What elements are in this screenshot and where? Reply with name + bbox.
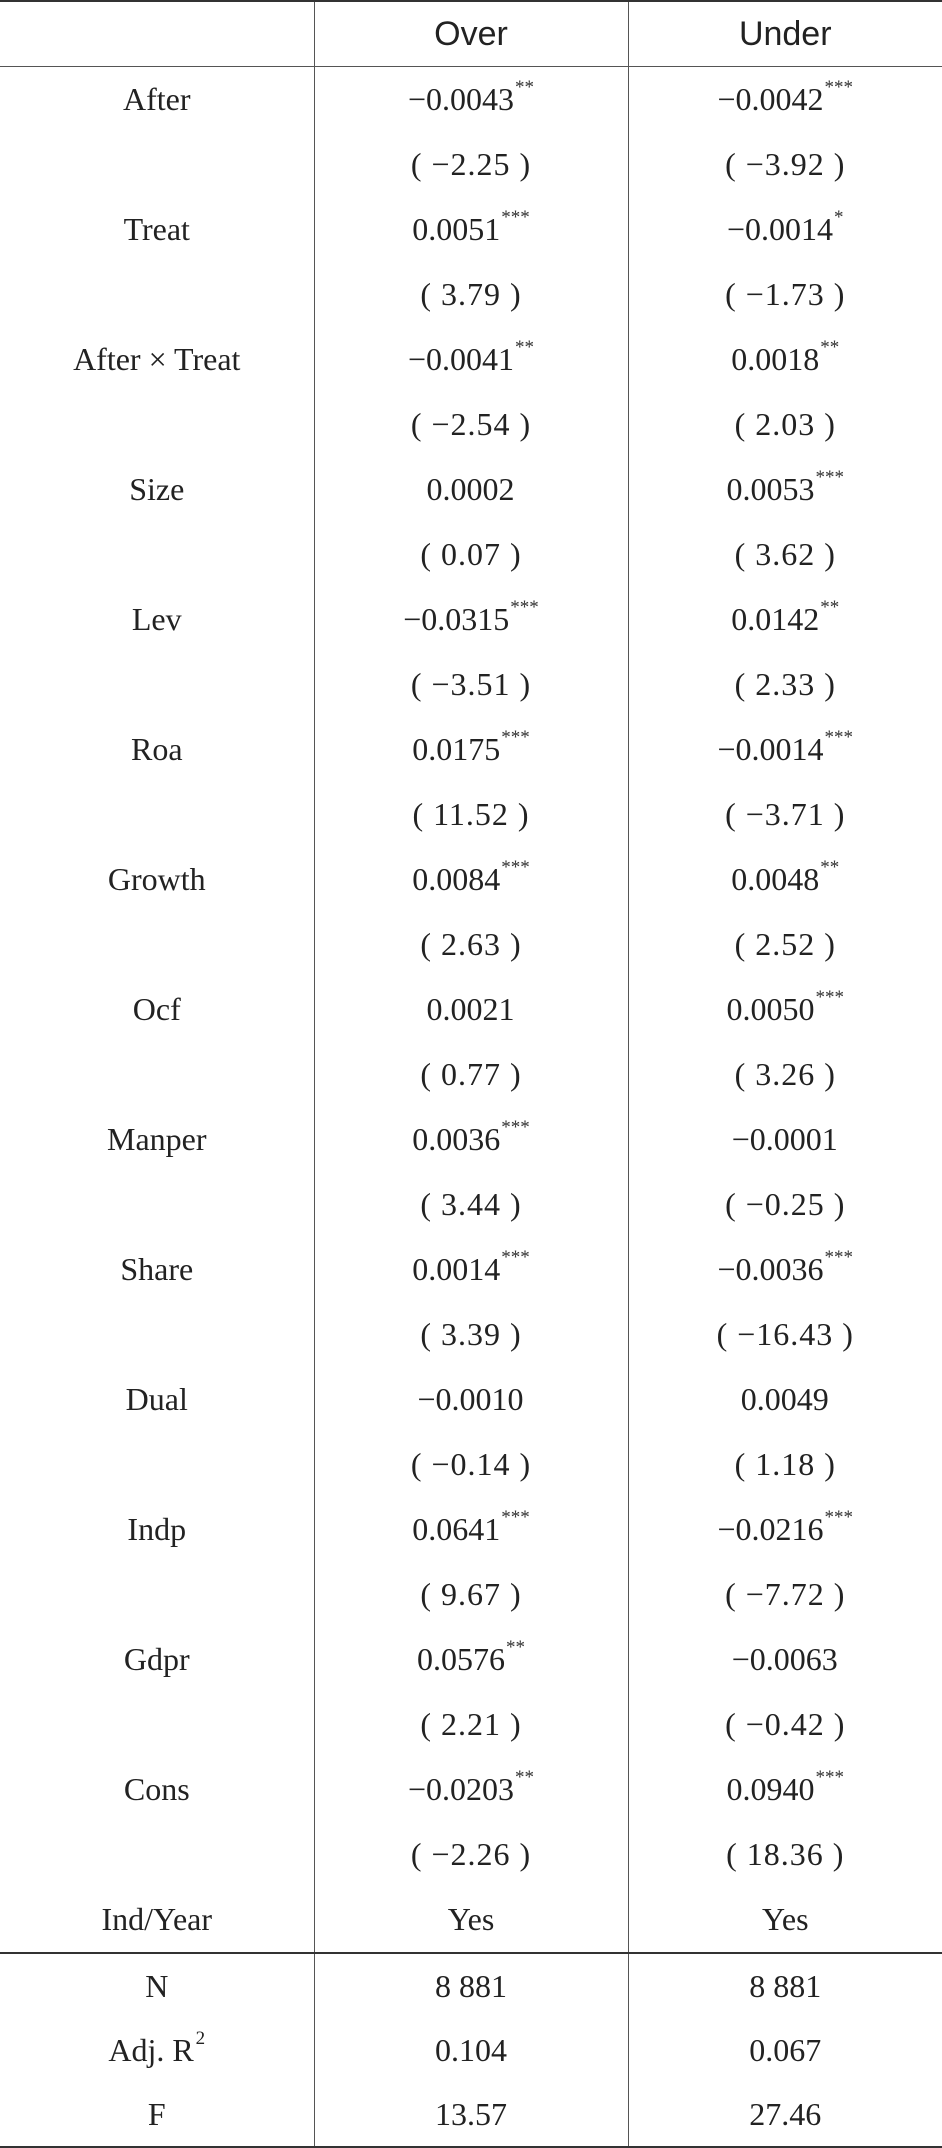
f-label: F [0, 2082, 314, 2147]
t-stat-label-blank [0, 1042, 314, 1107]
over-significance-stars: *** [501, 207, 530, 228]
under-t-stat: ( −16.43 ) [628, 1302, 942, 1367]
under-coefficient: −0.0001 [628, 1107, 942, 1172]
header-blank [0, 1, 314, 67]
over-t-stat: ( 3.44 ) [314, 1172, 628, 1237]
under-t-stat: ( 2.33 ) [628, 652, 942, 717]
over-coefficient: 0.0014*** [314, 1237, 628, 1302]
n-under: 8 881 [628, 1953, 942, 2018]
under-coefficient: −0.0036*** [628, 1237, 942, 1302]
t-stat-label-blank [0, 1822, 314, 1887]
under-t-stat: ( 3.26 ) [628, 1042, 942, 1107]
over-coefficient: 0.0002 [314, 457, 628, 522]
variable-label: Ocf [132, 991, 181, 1027]
n-over: 8 881 [314, 1953, 628, 2018]
adj-r2-row [0, 2018, 942, 2082]
coefficient-row [0, 1107, 942, 1172]
adj-r2-under: 0.067 [628, 2018, 942, 2082]
under-significance-stars: *** [824, 1247, 854, 1268]
t-stat-row [0, 1822, 942, 1887]
coefficient-row [0, 1757, 942, 1822]
under-t-stat: ( 18.36 ) [628, 1822, 942, 1887]
over-significance-stars: *** [501, 1247, 530, 1268]
under-coefficient: 0.0048** [628, 847, 942, 912]
t-stat-label-blank [0, 392, 314, 457]
under-coefficient: −0.0063 [628, 1627, 942, 1692]
over-significance-stars: *** [501, 727, 530, 748]
coefficient-row [0, 327, 942, 392]
over-coefficient: −0.0203** [314, 1757, 628, 1822]
t-stat-label-blank [0, 912, 314, 977]
under-t-stat: ( −1.73 ) [628, 262, 942, 327]
under-significance-stars: *** [815, 467, 844, 488]
over-coefficient: 0.0051*** [314, 197, 628, 262]
variable-label: Dual [125, 1381, 188, 1417]
f-row [0, 2082, 942, 2147]
over-significance-stars: ** [515, 337, 535, 358]
variable-label: Share [120, 1251, 194, 1287]
ind-year-row [0, 1887, 942, 1953]
under-t-stat: ( −3.92 ) [628, 132, 942, 197]
f-over: 13.57 [314, 2082, 628, 2147]
coefficient-row [0, 1367, 942, 1432]
variable-label: Manper [106, 1121, 207, 1157]
over-significance-stars: ** [515, 77, 535, 98]
variable-label: Gdpr [123, 1641, 190, 1677]
under-t-stat: ( 2.03 ) [628, 392, 942, 457]
over-t-stat: ( −0.14 ) [314, 1432, 628, 1497]
under-significance-stars: ** [820, 857, 840, 878]
under-t-stat: ( 1.18 ) [628, 1432, 942, 1497]
over-t-stat: ( −3.51 ) [314, 652, 628, 717]
t-stat-row [0, 1432, 942, 1497]
under-coefficient: 0.0018** [628, 327, 942, 392]
coefficient-row [0, 587, 942, 652]
over-t-stat: ( 9.67 ) [314, 1562, 628, 1627]
under-significance-stars: ** [820, 337, 840, 358]
header-row [0, 1, 942, 67]
variable-label: Lev [131, 601, 182, 637]
adj-r2-over: 0.104 [314, 2018, 628, 2082]
under-coefficient: 0.0050*** [628, 977, 942, 1042]
over-t-stat: ( −2.25 ) [314, 132, 628, 197]
coefficient-row [0, 717, 942, 782]
variable-label: Cons [123, 1771, 190, 1807]
over-t-stat: ( 3.39 ) [314, 1302, 628, 1367]
variable-label: Size [129, 471, 185, 507]
coefficient-row [0, 197, 942, 262]
under-significance-stars: *** [815, 1767, 844, 1788]
t-stat-row [0, 1562, 942, 1627]
header-under: Under [628, 1, 942, 67]
t-stat-label-blank [0, 1692, 314, 1757]
over-significance-stars: *** [510, 597, 539, 618]
t-stat-label-blank [0, 782, 314, 847]
t-stat-row [0, 912, 942, 977]
coefficient-row [0, 1627, 942, 1692]
f-under: 27.46 [628, 2082, 942, 2147]
t-stat-row [0, 1042, 942, 1107]
under-significance-stars: *** [824, 727, 854, 748]
t-stat-row [0, 782, 942, 847]
under-t-stat: ( −3.71 ) [628, 782, 942, 847]
t-stat-row [0, 1692, 942, 1757]
variable-label: Treat [123, 211, 190, 247]
t-stat-row [0, 1172, 942, 1237]
over-coefficient: −0.0043** [314, 67, 628, 133]
t-stat-label-blank [0, 522, 314, 587]
over-coefficient: 0.0175*** [314, 717, 628, 782]
coefficient-row [0, 1237, 942, 1302]
over-significance-stars: *** [501, 1117, 530, 1138]
variable-label: After × Treat [73, 341, 241, 377]
over-significance-stars: *** [501, 857, 530, 878]
over-coefficient: −0.0010 [314, 1367, 628, 1432]
over-t-stat: ( 11.52 ) [314, 782, 628, 847]
over-significance-stars: *** [501, 1507, 530, 1528]
t-stat-label-blank [0, 1432, 314, 1497]
over-coefficient: 0.0641*** [314, 1497, 628, 1562]
under-significance-stars: *** [824, 77, 854, 98]
variable-label: Indp [127, 1511, 187, 1547]
over-coefficient: 0.0576** [314, 1627, 628, 1692]
coefficient-row [0, 847, 942, 912]
under-coefficient: 0.0049 [628, 1367, 942, 1432]
t-stat-label-blank [0, 1562, 314, 1627]
over-t-stat: ( 3.79 ) [314, 262, 628, 327]
t-stat-label-blank [0, 132, 314, 197]
t-stat-label-blank [0, 1172, 314, 1237]
ind-year-label: Ind/Year [101, 1901, 212, 1937]
over-coefficient: 0.0084*** [314, 847, 628, 912]
under-coefficient: −0.0042*** [628, 67, 942, 133]
under-t-stat: ( −7.72 ) [628, 1562, 942, 1627]
variable-label: Growth [107, 861, 206, 897]
over-t-stat: ( −2.26 ) [314, 1822, 628, 1887]
over-coefficient: 0.0036*** [314, 1107, 628, 1172]
over-t-stat: ( 2.63 ) [314, 912, 628, 977]
coefficient-row [0, 67, 942, 133]
variable-label: After [122, 81, 191, 117]
under-significance-stars: *** [824, 1507, 854, 1528]
t-stat-row [0, 392, 942, 457]
t-stat-label-blank [0, 1302, 314, 1367]
ind-year-under: Yes [628, 1887, 942, 1953]
over-coefficient: −0.0315*** [314, 587, 628, 652]
coefficient-row [0, 977, 942, 1042]
over-coefficient: −0.0041** [314, 327, 628, 392]
under-coefficient: 0.0142** [628, 587, 942, 652]
ind-year-over: Yes [314, 1887, 628, 1953]
under-significance-stars: ** [820, 597, 840, 618]
over-coefficient: 0.0021 [314, 977, 628, 1042]
t-stat-row [0, 522, 942, 587]
n-row [0, 1953, 942, 2018]
under-coefficient: −0.0014* [628, 197, 942, 262]
under-significance-stars: *** [815, 987, 844, 1008]
under-coefficient: 0.0940*** [628, 1757, 942, 1822]
under-coefficient: 0.0053*** [628, 457, 942, 522]
over-t-stat: ( 2.21 ) [314, 1692, 628, 1757]
over-t-stat: ( −2.54 ) [314, 392, 628, 457]
under-coefficient: −0.0216*** [628, 1497, 942, 1562]
coefficient-row [0, 457, 942, 522]
adj-r2-label: Adj. R $^2$ [108, 2027, 206, 2068]
t-stat-label-blank [0, 262, 314, 327]
under-significance-stars: * [834, 207, 844, 228]
under-t-stat: ( 3.62 ) [628, 522, 942, 587]
t-stat-row [0, 132, 942, 197]
over-t-stat: ( 0.77 ) [314, 1042, 628, 1107]
over-t-stat: ( 0.07 ) [314, 522, 628, 587]
t-stat-row [0, 652, 942, 717]
t-stat-row [0, 262, 942, 327]
coefficient-row [0, 1497, 942, 1562]
under-coefficient: −0.0014*** [628, 717, 942, 782]
under-t-stat: ( −0.25 ) [628, 1172, 942, 1237]
table-body [0, 67, 942, 2148]
over-significance-stars: ** [506, 1637, 525, 1658]
under-t-stat: ( 2.52 ) [628, 912, 942, 977]
header-over: Over [314, 1, 628, 67]
under-t-stat: ( −0.42 ) [628, 1692, 942, 1757]
t-stat-label-blank [0, 652, 314, 717]
t-stat-row [0, 1302, 942, 1367]
adj-r2-superscript: 2 [195, 2027, 206, 2049]
over-significance-stars: ** [515, 1767, 535, 1788]
n-label: N [0, 1953, 314, 2018]
variable-label: Roa [130, 731, 183, 767]
